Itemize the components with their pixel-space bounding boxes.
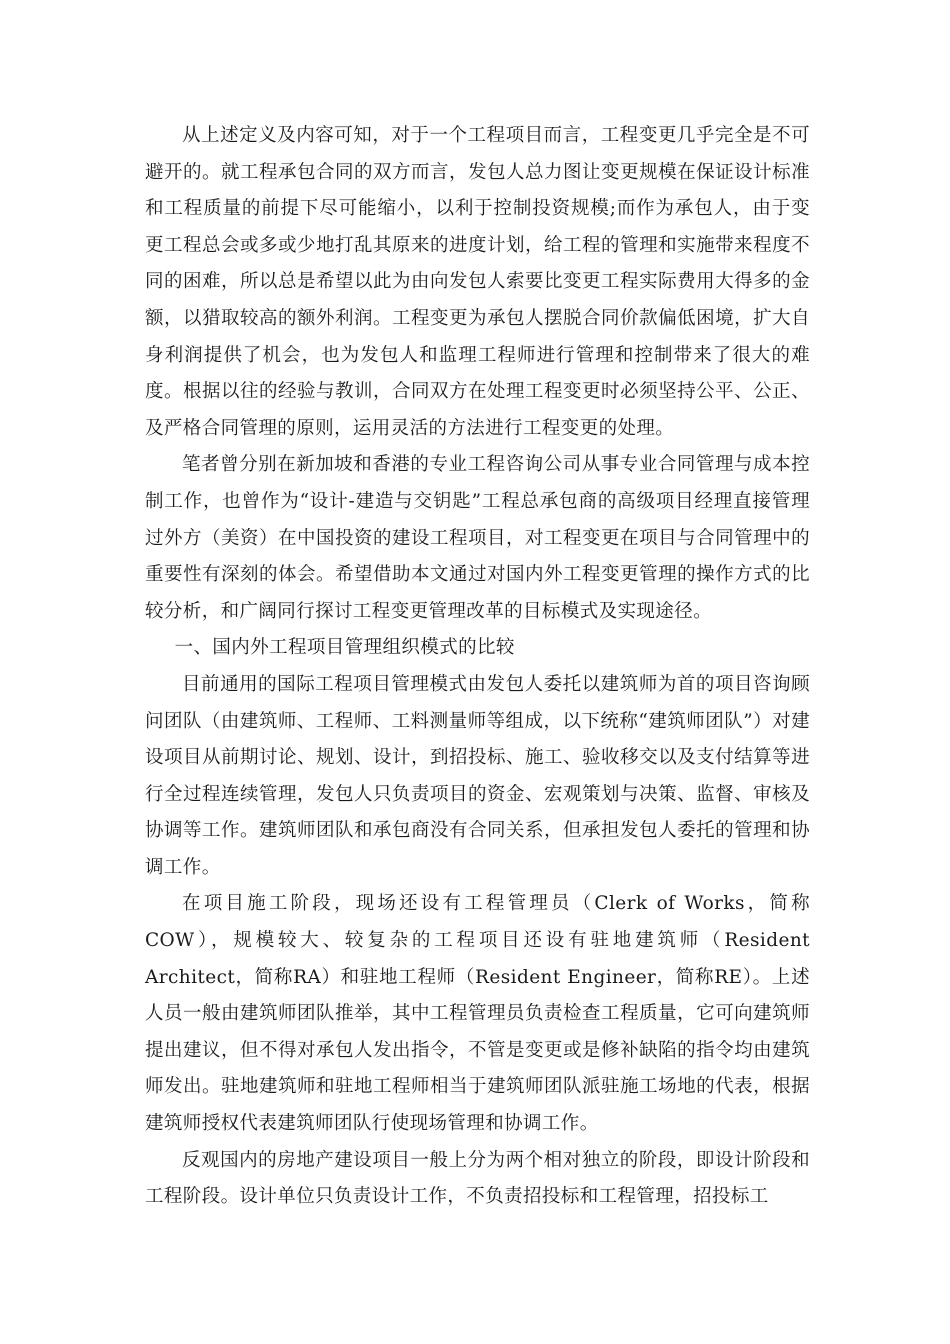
paragraph-1: 从上述定义及内容可知，对于一个工程项目而言，工程变更几乎完全是不可避开的。就工程承包合同的双方而言，发包人总力图让变更规模在保证设计标准和工程质量的前提下尽可能缩小，以利于控制投资规模;而作为承包人，由于变更工程总会或多或少地打乱其原来的进度计划，给工程的管理和实施带来程度不同的困难，所以总是希望以此为由向发包人索要比变更工程实际费用大得多的金额，以猎取较高的额外利润。工程变更为承包人摆脱合同价款偏低困境，扩大自身利润提供了机会，也为发包人和监理工程师进行管理和控制带来了很大的难度。根据以往的经验与教训，合同双方在处理工程变更时必须坚持公平、公正、及严格合同管理的原则，运用灵活的方法进行工程变更的处理。 [145,125,810,439]
paragraph-3: 目前通用的国际工程项目管理模式由发包人委托以建筑师为首的项目咨询顾问团队（由建筑师、工程师、工料测量师等组成，以下统称“建筑师团队”）对建设项目从前期讨论、规划、设计，到招投标、施工、验收移交以及支付结算等进行全过程连续管理，发包人只负责项目的资金、宏观策划与决策、监督、审核及协调等工作。建筑师团队和承包商没有合同关系，但承担发包人委托的管理和协调工作。 [145,673,810,878]
paragraph-5: 反观国内的房地产建设项目一般上分为两个相对独立的阶段，即设计阶段和工程阶段。设计单位只负责设计工作，不负责招投标和工程管理，招投标工 [145,1149,810,1208]
paragraph-2: 笔者曾分别在新加坡和香港的专业工程咨询公司从事专业合同管理与成本控制工作，也曾作为“设计-建造与交钥匙”工程总承包商的高级项目经理直接管理过外方（美资）在中国投资的建设工程项目，对工程变更在项目与合同管理中的重要性有深刻的体会。希望借助本文通过对国内外工程变更管理的操作方式的比较分析，和广阔同行探讨工程变更管理改革的目标模式及实现途径。 [145,454,810,622]
paragraph-4: 在项目施工阶段，现场还设有工程管理员（Clerk of Works，简称COW），规模较大、较复杂的工程项目还设有驻地建筑师（Resident Architect，简称RA）和驻地工程师（Resident Engineer，简称RE）。上述人员一般由建筑师团队推举，其中工程管理员负责检查工程质量，它可向建筑师提出建议，但不得对承包人发出指令，不管是变更或是修补缺陷的指令均由建筑师发出。驻地建筑师和驻地工程师相当于建筑师团队派驻施工场地的代表，根据建筑师授权代表建筑师团队行使现场管理和协调工作。 [145,893,810,1135]
document-body [145,118,810,1216]
section-heading: 一、国内外工程项目管理组织模式的比较 [174,637,515,659]
